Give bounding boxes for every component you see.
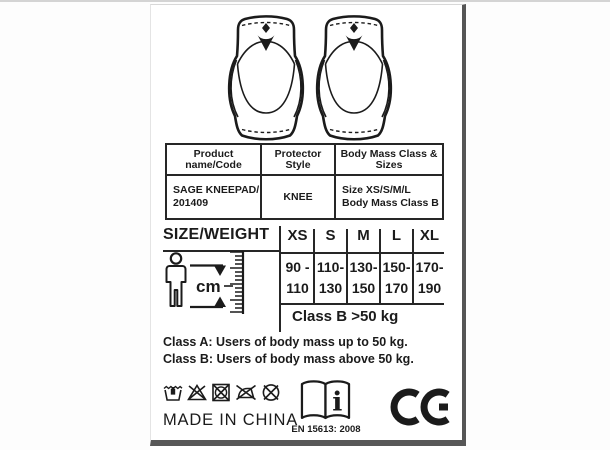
cm-unit-label: cm (196, 277, 221, 296)
product-table-data-row (167, 176, 442, 218)
class-b-note: Class B >50 kg (292, 308, 399, 325)
do-not-bleach-icon (186, 382, 208, 403)
kneepad-left-icon (229, 16, 303, 139)
label-page (150, 4, 466, 446)
person-height-icon (163, 251, 263, 314)
hand-wash-icon (162, 382, 184, 403)
size-col-l: L (391, 227, 402, 244)
header-product-name: Product name/Code (167, 145, 262, 174)
manual-block (296, 379, 356, 428)
info-letter: i (332, 386, 343, 418)
book-info-icon (298, 379, 354, 423)
cell-protector-style: KNEE (262, 176, 336, 218)
class-definitions (163, 334, 414, 367)
class-b-definition: Class B: Users of body mass above 50 kg. (163, 351, 414, 366)
cell-body-mass: Size XS/S/M/L Body Mass Class B (342, 184, 439, 209)
size-col-xl: XL (419, 227, 440, 244)
do-not-tumble-dry-icon (210, 382, 232, 403)
size-col-m: M (357, 227, 370, 244)
range-xs: 90 - 110 (285, 259, 310, 296)
range-s: 110- 130 (316, 259, 345, 296)
header-protector-style: Protector Style (262, 145, 336, 174)
size-values-underline (281, 303, 444, 305)
kneepad-illustration (221, 10, 399, 144)
product-info-table (165, 143, 444, 220)
range-m: 130- 150 (349, 259, 378, 296)
product-table-header-row (167, 145, 442, 176)
class-a-definition: Class A: Users of body mass up to 50 kg. (163, 335, 408, 349)
care-symbols (162, 382, 282, 403)
cell-product-name: SAGE KNEEPAD/ 201409 (167, 176, 262, 218)
size-col-s: S (325, 227, 336, 244)
range-xl: 170- 190 (415, 259, 444, 296)
do-not-dry-clean-icon (260, 382, 282, 403)
do-not-iron-icon (234, 382, 258, 403)
ce-mark-icon (389, 387, 457, 432)
size-header-underline (281, 252, 444, 254)
header-body-mass: Body Mass Class & Sizes (340, 147, 438, 171)
ruler-ticks-icon (230, 252, 243, 312)
standard-label: EN 15613: 2008 (291, 424, 361, 435)
size-col-xs: XS (287, 227, 308, 244)
made-in-label: MADE IN CHINA (163, 411, 299, 429)
range-l: 150- 170 (382, 259, 411, 296)
size-weight-title: SIZE/WEIGHT (163, 226, 270, 243)
kneepad-right-icon (317, 16, 391, 139)
